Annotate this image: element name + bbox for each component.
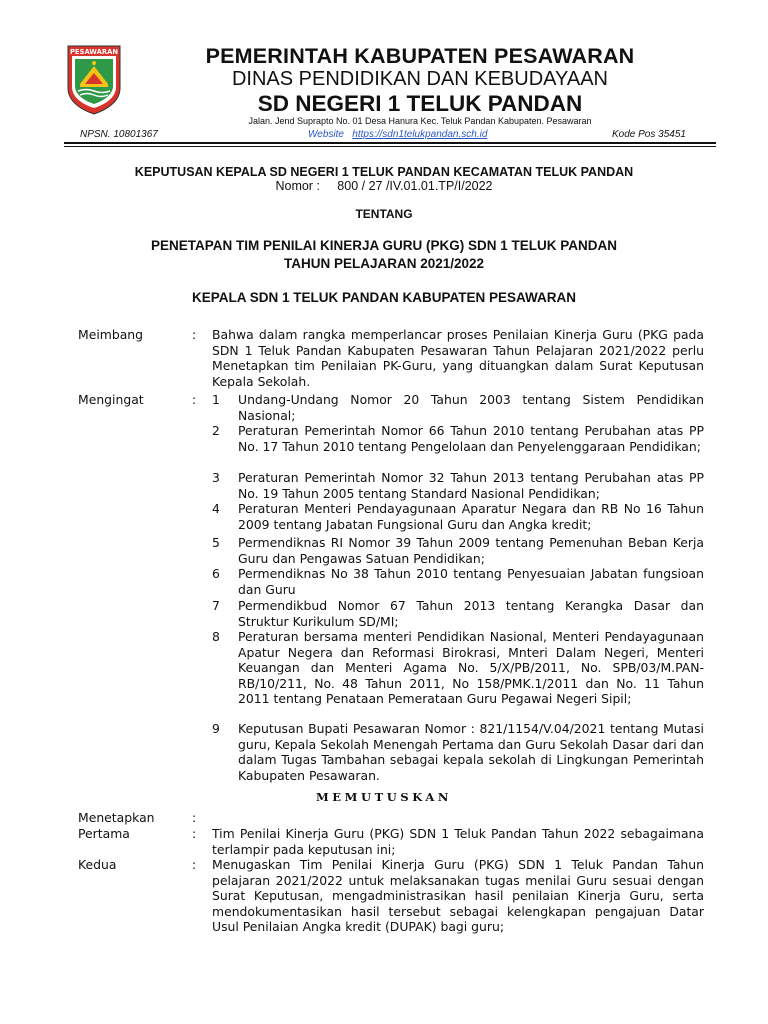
- menetapkan-label: Menetapkan: [78, 810, 155, 825]
- decree-heading: KEPUTUSAN KEPALA SD NEGERI 1 TELUK PANDAN KECAMATAN TELUK PANDAN: [134, 165, 634, 179]
- website-link[interactable]: https://sdn1telukpandan.sch.id: [352, 129, 488, 140]
- list-item-number: 5: [212, 535, 220, 550]
- decree-subject-line1: PENETAPAN TIM PENILAI KINERJA GURU (PKG) SDN 1 TELUK PANDAN: [150, 238, 618, 253]
- tentang-heading: TENTANG: [355, 207, 413, 221]
- shield-emblem-icon: [66, 44, 122, 116]
- agency-name: DINAS PENDIDIKAN DAN KEBUDAYAAN: [231, 68, 608, 90]
- school-name: SD NEGERI 1 TELUK PANDAN: [257, 91, 583, 116]
- section-colon: :: [192, 327, 197, 342]
- school-address: Jalan. Jend Suprapto No. 01 Desa Hanura Kec. Teluk Pandan Kabupaten. Pesawaran: [248, 116, 592, 126]
- decree-number-value: 800 / 27 /IV.01.01.TP/I/2022: [337, 179, 493, 193]
- website-label: Website: [308, 129, 344, 140]
- mengingat-label: Mengingat: [78, 392, 144, 407]
- kedua-text: Menugaskan Tim Penilai Kinerja Guru (PKG) SDN 1 Teluk Pandan Tahun pelajaran 2021/2022 untuk melaksanakan tugas menilai Guru sesuai dengan Surat Keputusan, mengadministrasikan hasil penilaian Kinerja Guru, serta mendokumentasikan hasil tersebut sebagai kelengkapan pengajuan Datar Usul Penilaian Angka kredit (DUPAK) bagi guru;: [212, 857, 704, 934]
- decree-number-line: Nomor : 800 / 27 /IV.01.01.TP/I/2022: [275, 179, 493, 193]
- section-colon: :: [192, 810, 197, 825]
- menimbang-text: Bahwa dalam rangka memperlancar proses Penilaian Kinerja Guru (PKG pada SDN 1 Teluk Pandan Kabupaten Pesawaran Tahun Pelajaran 2021/2022 perlu Menetapkan tim Penilaian PK-Guru, yang dituangkan dalam Surat Keputusan Kepala Sekolah.: [212, 327, 704, 389]
- mengingat-item: Permendiknas No 38 Tahun 2010 tentang Penyesuaian Jabatan fungsioan dan Guru: [238, 566, 704, 597]
- mengingat-item: Peraturan Menteri Pendayagunaan Aparatur Negara dan RB No 16 Tahun 2009 tentang Jabatan Fungsional Guru dan Angka kredit;: [238, 501, 704, 532]
- section-colon: :: [192, 826, 197, 841]
- list-item-number: 9: [212, 721, 220, 736]
- list-item-number: 2: [212, 423, 220, 438]
- kedua-label: Kedua: [78, 857, 117, 872]
- list-item-number: 8: [212, 629, 220, 644]
- decree-issuer: KEPALA SDN 1 TELUK PANDAN KABUPATEN PESAWARAN: [191, 290, 577, 305]
- decree-number-label: Nomor: [275, 179, 313, 193]
- postal-code: Kode Pos 35451: [612, 129, 686, 140]
- mengingat-item: Peraturan Pemerintah Nomor 32 Tahun 2013 tentang Perubahan atas PP No. 19 Tahun 2005 tentang Standard Nasional Pendidikan;: [238, 470, 704, 501]
- mengingat-item: Permendiknas RI Nomor 39 Tahun 2009 tentang Pemenuhan Beban Kerja Guru dan Pengawas Satuan Pendidikan;: [238, 535, 704, 566]
- mengingat-item: Keputusan Bupati Pesawaran Nomor : 821/1154/V.04/2021 tentang Mutasi guru, Kepala Sekolah Menengah Pertama dan Guru Sekolah Dasar dari dan dalam Tugas Tambahan sebagai kepala sekolah di Lingkungan Pemerintah Kabupaten Pesawaran.: [238, 721, 704, 783]
- letterhead-divider-thin: [64, 146, 716, 147]
- mengingat-item: Peraturan Pemerintah Nomor 66 Tahun 2010 tentang Perubahan atas PP No. 17 Tahun 2010 tentang Pengelolaan dan Penyelenggaraan Pendidikan;: [238, 423, 704, 454]
- government-name: PEMERINTAH KABUPATEN PESAWARAN: [205, 44, 635, 68]
- section-colon: :: [192, 392, 197, 407]
- mengingat-item: Peraturan bersama menteri Pendidikan Nasional, Menteri Pendayagunaan Apatur Negera dan Reformasi Birokrasi, Mnteri Dalam Negeri, Menteri Keuangan dan Menteri Agama No. 5/X/PB/2011, No. SPB/03/M.PAN-RB/10/211, No. 48 Tahun 2011, No 158/PMK.1/2011 dan No. 11 Tahun 2011 tentang Penataan Pemerataan Guru Pegawai Negeri Sipil;: [238, 629, 704, 706]
- pertama-text: Tim Penilai Kinerja Guru (PKG) SDN 1 Teluk Pandan Tahun 2022 sebagaimana terlampir pada keputusan ini;: [212, 826, 704, 857]
- decree-subject-line2: TAHUN PELAJARAN 2021/2022: [283, 256, 485, 271]
- list-item-number: 3: [212, 470, 220, 485]
- mengingat-item: Undang-Undang Nomor 20 Tahun 2003 tentang Sistem Pendidikan Nasional;: [238, 392, 704, 423]
- memutuskan-heading: MEMUTUSKAN: [315, 790, 453, 804]
- pertama-label: Pertama: [78, 826, 130, 841]
- list-item-number: 4: [212, 501, 220, 516]
- list-item-number: 7: [212, 598, 220, 613]
- npsn-number: NPSN. 10801367: [80, 129, 158, 140]
- logo-text: PESAWARAN: [69, 48, 119, 56]
- section-colon: :: [192, 857, 197, 872]
- letterhead-divider-thick: [64, 142, 716, 144]
- list-item-number: 6: [212, 566, 220, 581]
- website-line: [308, 129, 487, 140]
- list-item-number: 1: [212, 392, 220, 407]
- regency-logo: [66, 44, 122, 116]
- mengingat-item: Permendikbud Nomor 67 Tahun 2013 tentang Kerangka Dasar dan Struktur Kurikulum SD/MI;: [238, 598, 704, 629]
- menimbang-label: Meimbang: [78, 327, 144, 342]
